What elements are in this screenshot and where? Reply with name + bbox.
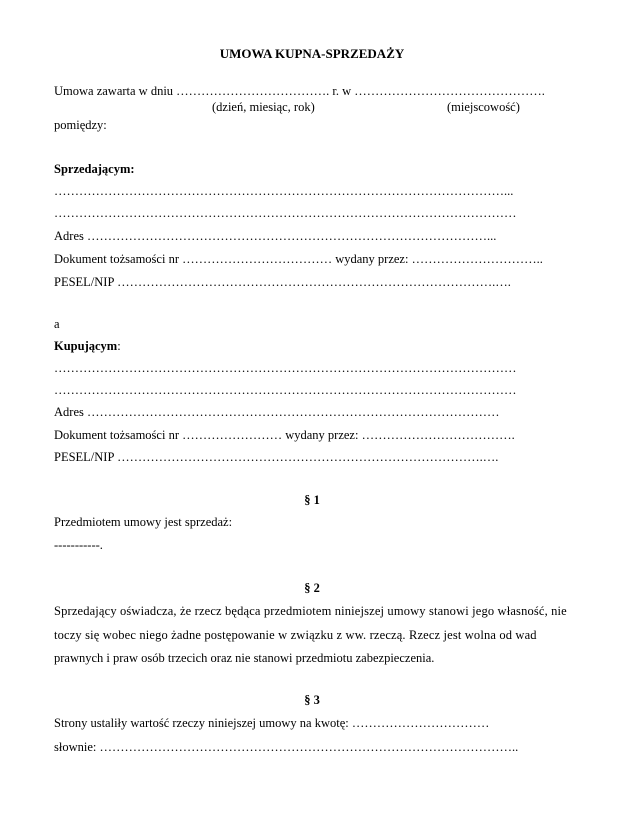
section-3-heading: § 3 [304, 693, 320, 707]
seller-pesel: PESEL/NIP ……………………………………………………………………………….…. [54, 275, 511, 289]
intro-date-caption: (dzień, miesiąc, rok) [212, 100, 315, 114]
buyer-pesel: PESEL/NIP …………………………………………………………………………….…. [54, 450, 499, 464]
seller-heading: Sprzedającym: [54, 162, 135, 176]
section-2-line-1: Sprzedający oświadcza, że rzecz będąca przedmiotem niniejszej umowy stanowi jego własność, nie [54, 604, 567, 618]
intro-date-place-line: Umowa zawarta w dniu ………………………………. r. w ………………………………………. [54, 84, 545, 98]
buyer-heading [54, 338, 121, 354]
intro-between: pomiędzy: [54, 118, 107, 132]
section-3-amount-line: Strony ustaliły wartość rzeczy niniejszej umowy na kwotę: …………………………… [54, 716, 490, 730]
buyer-heading-colon: : [117, 339, 121, 353]
section-1-text: Przedmiotem umowy jest sprzedaż: [54, 515, 233, 529]
section-2-heading: § 2 [304, 581, 320, 595]
section-2-line-3: prawnych i praw osób trzecich oraz nie stanowi przedmiotu zabezpieczenia. [54, 651, 435, 665]
section-1-heading: § 1 [304, 493, 320, 507]
seller-line-1: ………………………………………………………………………………………………... [54, 184, 514, 198]
buyer-address: Adres ……………………………………………………………………………………… [54, 405, 500, 419]
buyer-line-1: ………………………………………………………………………………………………… [54, 361, 517, 375]
section-2-line-2: toczy się wobec niego żadne postępowanie w związku z ww. rzeczą. Rzecz jest wolna od wad [54, 628, 537, 642]
buyer-document: Dokument tożsamości nr …………………… wydany przez: ………………………………. [54, 428, 515, 442]
conjunction-and: a [54, 317, 60, 331]
buyer-heading-text: Kupującym [54, 339, 118, 353]
document-title: UMOWA KUPNA-SPRZEDAŻY [219, 46, 405, 61]
intro-place-caption: (miejscowość) [447, 100, 520, 114]
buyer-line-2: ………………………………………………………………………………………………… [54, 383, 517, 397]
section-1-dashes: -----------. [54, 538, 103, 552]
seller-document: Dokument tożsamości nr ……………………………… wydany przez: ………………………….. [54, 252, 543, 266]
seller-address: Adres ……………………………………………………………………………………... [54, 229, 497, 243]
section-3-in-words-line: słownie: ……………………………………………………………………………………….. [54, 740, 519, 754]
seller-line-2: ………………………………………………………………………………………………… [54, 206, 517, 220]
